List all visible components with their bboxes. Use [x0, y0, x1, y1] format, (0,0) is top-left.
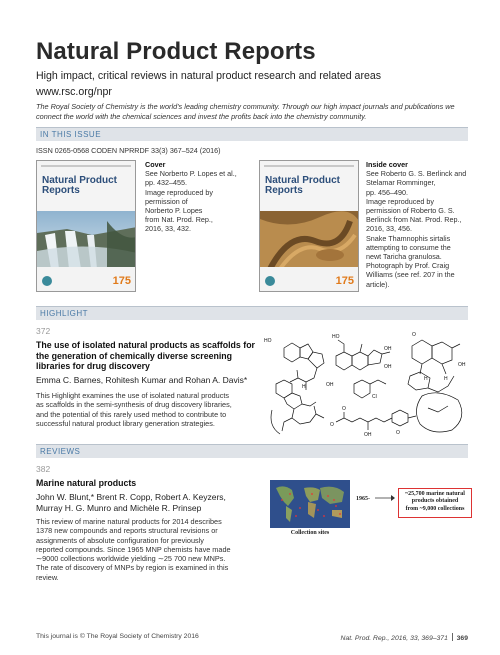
section-reviews: [36, 444, 468, 458]
cover-footer: [260, 267, 358, 291]
highlight-description: This Highlight examines the use of isolated natural products as scaffolds in the semi-synthesis of drug discovery libraries, and the potential of this rarely used method to contribute to successful natural product library generation strategies.: [36, 391, 232, 428]
structure-label: OH: [326, 382, 334, 388]
highlight-title[interactable]: The use of isolated natural products as scaffolds for the generation of chemically diverse screening libraries for drug discovery: [36, 340, 255, 372]
structure-label: Cl: [372, 394, 377, 400]
footer-citation: [341, 633, 468, 642]
waterfall-photo: [37, 211, 136, 269]
cover-journal-title: Natural Product Reports: [265, 175, 341, 196]
structure-label: H: [424, 376, 428, 382]
footer-copyright: This journal is © The Royal Society of Chemistry 2016: [36, 633, 199, 640]
structure-label: O: [396, 430, 400, 436]
citation-text: Nat. Prod. Rep., 2016, 33, 369–371: [340, 635, 448, 642]
cover-journal-title: Natural Product Reports: [42, 175, 118, 196]
section-label: IN THIS ISSUE: [40, 130, 102, 139]
inside-cover-label: Inside cover: [366, 160, 408, 169]
structure-label: HO: [332, 334, 340, 340]
cover-label: Cover: [145, 160, 166, 169]
summary-box: ~25,700 marine natural products obtained from ~9,000 collections: [398, 488, 472, 518]
structure-label: OH: [384, 346, 392, 352]
chemical-structures-figure: [262, 326, 472, 438]
cover-header: [260, 161, 358, 211]
structure-label: H: [302, 384, 306, 390]
journal-subtitle: High impact, critical reviews in natural product research and related areas: [36, 70, 382, 82]
cover-header: [37, 161, 135, 211]
inside-cover-image[interactable]: [259, 160, 359, 292]
page-number: 369: [456, 635, 468, 642]
structure-label: O: [412, 332, 416, 338]
cover-caption: Cover See Norberto P. Lopes et al., pp. 432–455. Image reproduced by permission of Norberto P. Lopes from Nat. Prod. Rep., 2016, 33, 432.: [145, 160, 245, 234]
journal-title: Natural Product Reports: [36, 38, 316, 65]
cover-footer: [37, 267, 135, 291]
issn-line: ISSN 0265-0568 CODEN NPRRDF 33(3) 367–524 (2016): [36, 146, 221, 155]
separator: [452, 633, 453, 641]
rsc-logo-icon: [265, 276, 275, 286]
map-caption: Collection sites: [290, 530, 330, 536]
section-in-this-issue: [36, 127, 468, 141]
review-description: This review of marine natural products for 2014 describes 1378 new compounds and reports structural revisions or assignments of absolute configuration for previously reported compounds. Since 1965 MNP chemists have made ∼9000 collections worldwide yielding ∼25 700 new MNPs. The rate of discovery of MNPs by region is examined in this review.: [36, 517, 231, 582]
journal-url[interactable]: www.rsc.org/npr: [36, 86, 112, 98]
inside-cover-caption: Inside cover See Roberto G. S. Berlinck and Stelamar Romminger, pp. 456–490. Image reproduced by permission of Roberto G. S. Berlinck from Nat. Prod. Rep., 2016, 33, 456. Snake Thamnophis sirtalis attempting to consume the newt Taricha granulosa. Photograph by Prof. Craig Williams (see ref. 207 in the article).: [366, 160, 476, 289]
structure-label: H: [444, 376, 448, 382]
year-label: 1965-: [356, 496, 370, 502]
cover-image[interactable]: [36, 160, 136, 292]
structure-label: HO: [264, 338, 272, 344]
cover-issue-number: 175: [112, 275, 131, 287]
structure-label: OH: [364, 432, 372, 438]
review-title[interactable]: Marine natural products: [36, 478, 137, 488]
rsc-logo-icon: [42, 276, 52, 286]
cover-issue-number: 175: [335, 275, 354, 287]
rsc-blurb: The Royal Society of Chemistry is the world's leading chemistry community. Through our high impact journals and publications we connect the world with the chemical sciences and invest the profits back into the chemistry community.: [36, 102, 455, 121]
review-authors: John W. Blunt,* Brent R. Copp, Robert A. Keyzers, Murray H. G. Munro and Michèle R. Prinsep: [36, 492, 226, 513]
highlight-authors: Emma C. Barnes, Rohitesh Kumar and Rohan A. Davis*: [36, 375, 248, 385]
section-highlight: [36, 306, 468, 320]
structure-label: O: [330, 422, 334, 428]
arrow-icon: [374, 494, 396, 502]
section-label: HIGHLIGHT: [40, 309, 89, 318]
section-label: REVIEWS: [40, 447, 81, 456]
structure-label: OH: [458, 362, 466, 368]
world-map-figure: [270, 480, 350, 528]
highlight-page-number: 372: [36, 326, 51, 336]
structure-label: O: [342, 406, 346, 412]
structure-label: OH: [384, 364, 392, 370]
review-page-number: 382: [36, 464, 51, 474]
snake-photo: [260, 211, 359, 269]
